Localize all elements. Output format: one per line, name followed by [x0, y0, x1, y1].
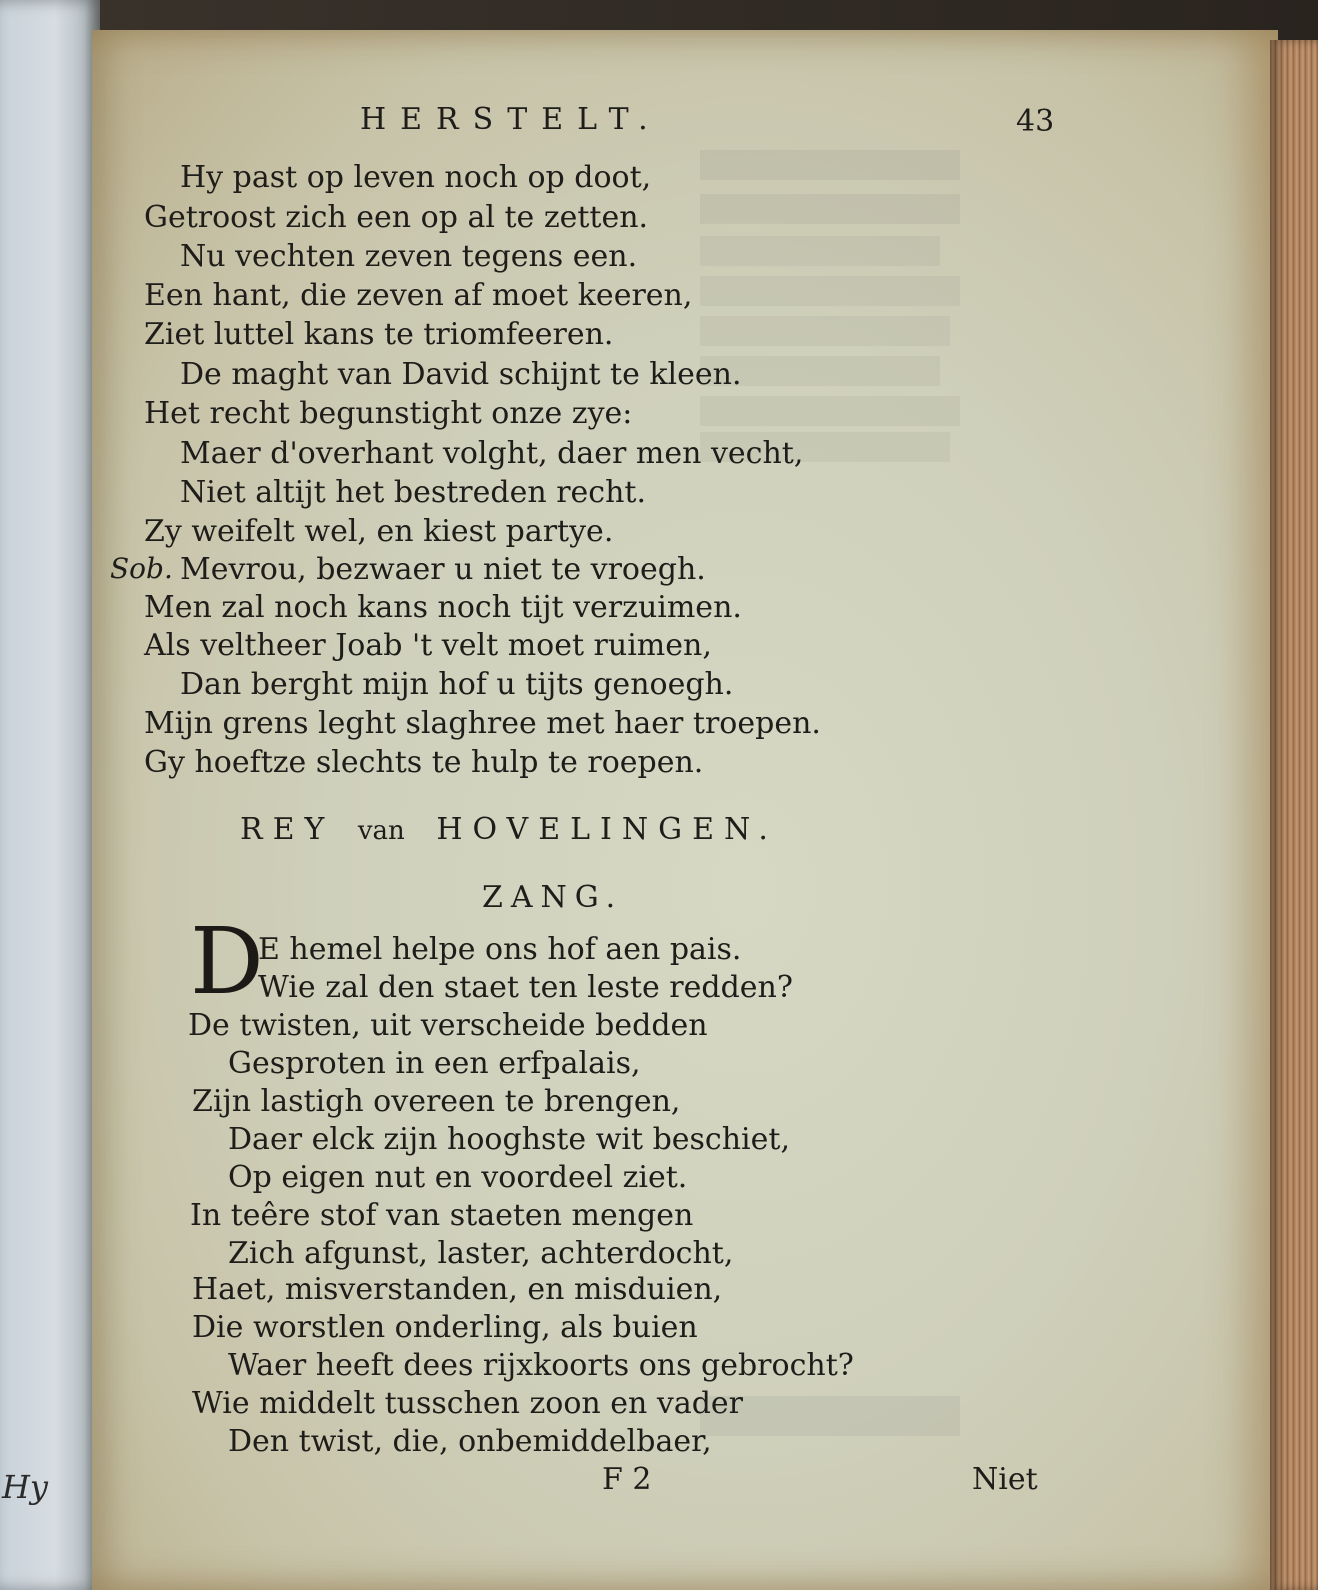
left-page — [0, 0, 100, 1590]
verse-line: Getroost zich een op al te zetten. — [144, 200, 649, 235]
chorus-title-part: HOVELINGEN. — [436, 812, 778, 847]
chorus-title — [240, 812, 778, 847]
song-line: Zijn lastigh overeen te brengen, — [192, 1084, 681, 1119]
catchword: Niet — [972, 1462, 1038, 1497]
left-page-fragment: Hy — [2, 1468, 48, 1506]
verse-line: Maer d'overhant volght, daer men vecht, — [180, 436, 804, 471]
song-line: Wie zal den staet ten leste redden? — [258, 970, 793, 1005]
song-line: Daer elck zijn hooghste wit beschiet, — [228, 1122, 790, 1157]
verse-line: Gy hoeftze slechts te hulp te roepen. — [144, 745, 704, 780]
song-line: Haet, misverstanden, en misduien, — [192, 1272, 723, 1307]
verse-line: Nu vechten zeven tegens een. — [180, 239, 638, 274]
verse-line: Zy weifelt wel, en kiest partye. — [144, 514, 614, 549]
verse-line: Men zal noch kans noch tijt verzuimen. — [144, 590, 742, 625]
song-line: Waer heeft dees rijxkoorts ons gebrocht? — [228, 1348, 854, 1383]
verse-line: Niet altijt het bestreden recht. — [180, 475, 647, 510]
song-line: Den twist, die, onbemiddelbaer, — [228, 1424, 712, 1459]
song-line: Op eigen nut en voordeel ziet. — [228, 1160, 688, 1195]
verse-line: Mevrou, bezwaer u niet te vroegh. — [180, 552, 706, 587]
song-line: Zich afgunst, laster, achterdocht, — [228, 1236, 734, 1271]
verse-line: Hy past op leven noch op doot, — [180, 160, 652, 195]
drop-cap: D — [190, 908, 264, 1015]
song-line: E hemel helpe ons hof aen pais. — [258, 932, 742, 967]
verse-line: De maght van David schijnt te kleen. — [180, 357, 742, 392]
signature-mark: F 2 — [602, 1462, 652, 1497]
running-title: HERSTELT. — [360, 102, 662, 137]
song-line: In teêre stof van staeten mengen — [190, 1198, 694, 1233]
verse-line: Een hant, die zeven af moet keeren, — [144, 278, 693, 313]
song-line: De twisten, uit verscheide bedden — [188, 1008, 708, 1043]
verse-line: Als veltheer Joab 't velt moet ruimen, — [144, 628, 712, 663]
verse-line: Ziet luttel kans te triomfeeren. — [144, 317, 614, 352]
verse-line: Dan berght mijn hof u tijts genoegh. — [180, 667, 734, 702]
song-line: Die worstlen onderling, als buien — [192, 1310, 698, 1345]
chorus-title-part: REY — [240, 812, 335, 847]
verse-line: Het recht begunstight onze zye: — [144, 396, 633, 431]
song-line: Wie middelt tusschen zoon en vader — [192, 1386, 744, 1421]
chorus-title-small: van — [357, 816, 405, 846]
page-edges — [1270, 40, 1318, 1590]
verse-line: Mijn grens leght slaghree met haer troepen. — [144, 706, 821, 741]
song-heading: ZANG. — [482, 880, 624, 915]
page-number: 43 — [1016, 104, 1055, 139]
song-line: Gesproten in een erfpalais, — [228, 1046, 641, 1081]
speaker-label: Sob. — [110, 552, 173, 585]
